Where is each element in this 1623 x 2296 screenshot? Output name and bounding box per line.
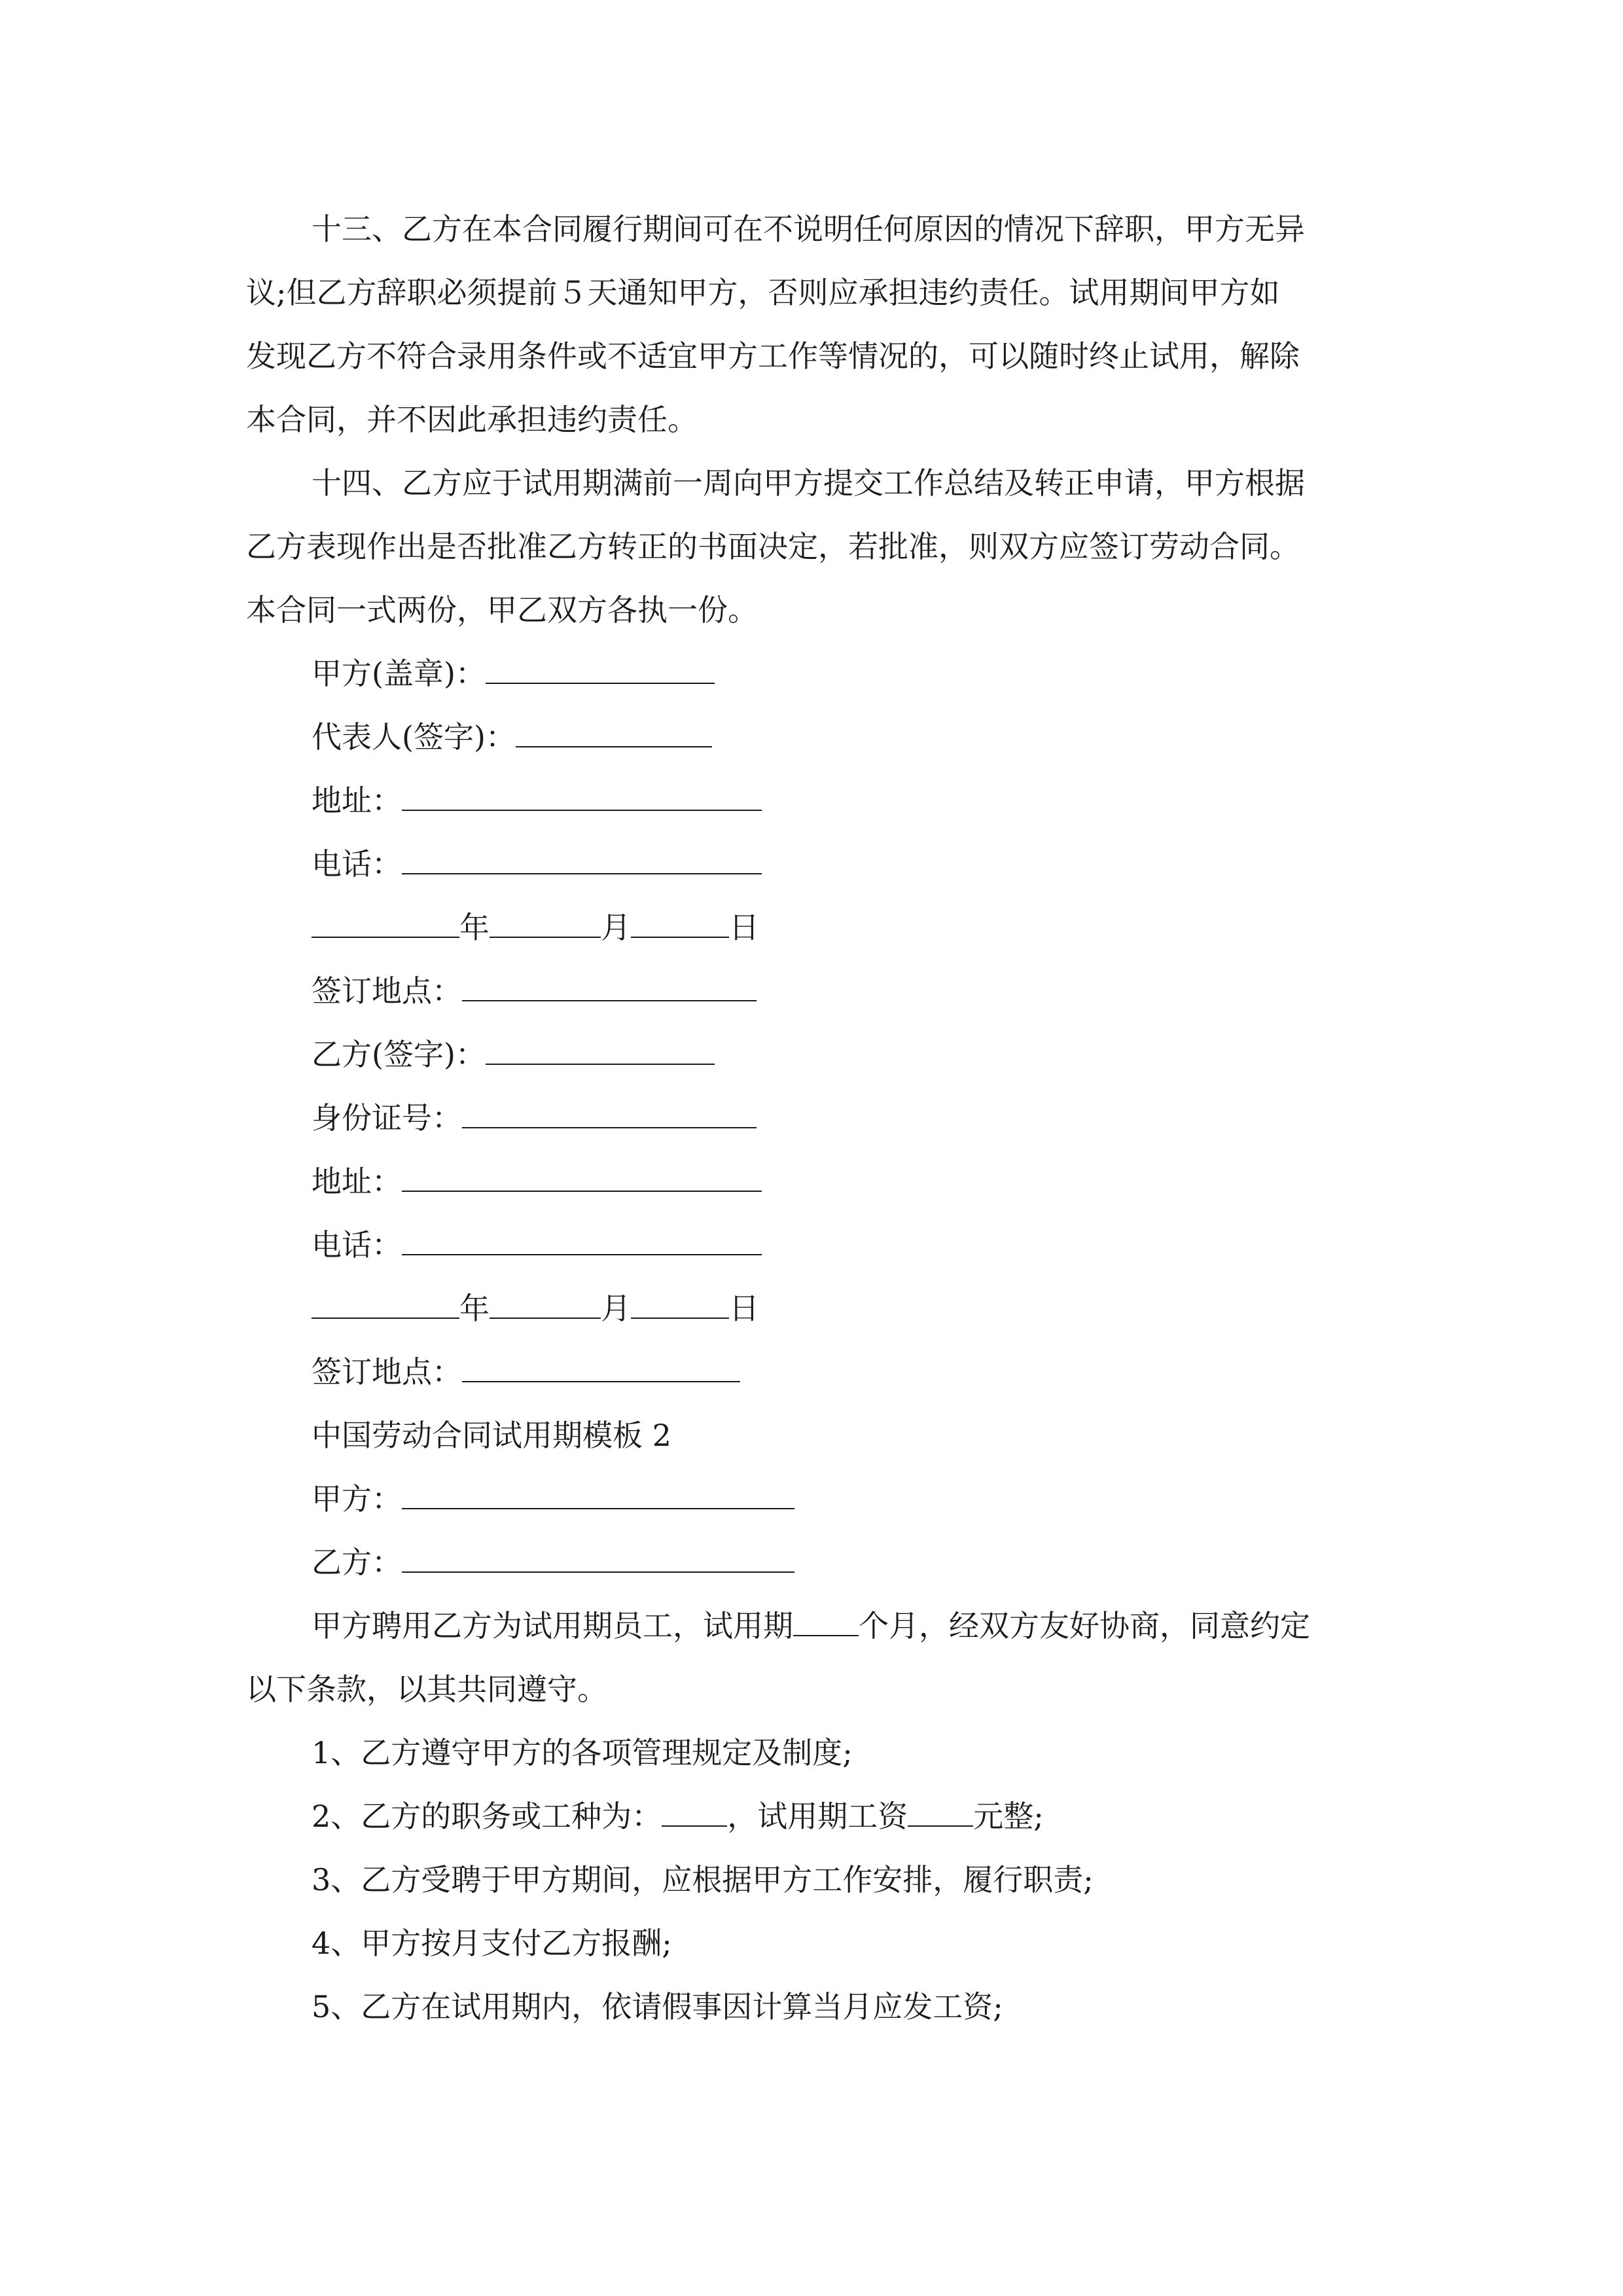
party-a-seal-label: 甲方(盖章)： xyxy=(312,656,486,691)
template-2-item-2-part-2: ，试用期工资 xyxy=(727,1799,908,1834)
party-b-date-line xyxy=(312,1277,759,1340)
party-b-sign-blank xyxy=(486,1026,715,1065)
party-a-month-blank xyxy=(490,899,601,938)
template-2-item-3: 3、乙方受聘于甲方期间，应根据甲方工作安排，履行职责; xyxy=(312,1862,1094,1897)
party-a-seal-blank xyxy=(486,645,715,684)
party-a-month-label: 月 xyxy=(601,910,631,945)
template-2-item-5: 5、乙方在试用期内，依请假事因计算当月应发工资; xyxy=(312,1989,1003,2024)
job-title-blank xyxy=(662,1791,727,1827)
party-a-phone-line xyxy=(312,833,762,896)
template-2-party-a-blank xyxy=(402,1470,794,1509)
party-a-day-label: 日 xyxy=(729,910,759,945)
template-2-item-2-part-3: 元整; xyxy=(973,1799,1044,1834)
party-a-rep-blank xyxy=(516,708,712,747)
party-b-sign-label: 乙方(签字)： xyxy=(312,1037,486,1072)
party-a-place-label: 签订地点： xyxy=(312,973,462,1009)
template-2-item-2-part-1: 2、乙方的职务或工种为： xyxy=(312,1799,662,1834)
clause-13-line-3: 发现乙方不符合录用条件或不适宜甲方工作等情况的，可以随时终止试用，解除 xyxy=(246,338,1300,374)
template-2-party-b-blank xyxy=(402,1534,794,1573)
party-a-date-line xyxy=(312,896,759,960)
party-a-year-label: 年 xyxy=(459,910,490,945)
party-b-month-label: 月 xyxy=(601,1291,631,1326)
template-2-item-4: 4、甲方按月支付乙方报酬; xyxy=(312,1926,672,1961)
party-a-phone-label: 电话： xyxy=(312,846,402,882)
party-b-address-label: 地址： xyxy=(312,1164,402,1199)
party-b-id-label: 身份证号： xyxy=(312,1100,462,1136)
party-a-seal-line xyxy=(312,642,715,706)
party-b-month-blank xyxy=(490,1280,601,1319)
party-a-rep-line xyxy=(312,706,712,769)
party-b-sign-line xyxy=(312,1023,715,1086)
party-a-place-line xyxy=(312,960,757,1023)
party-b-id-line xyxy=(312,1086,757,1150)
party-a-address-line xyxy=(312,769,762,833)
clause-13-line-2: 议;但乙方辞职必须提前５天通知甲方，否则应承担违约责任。试用期间甲方如 xyxy=(246,275,1280,310)
template-2-party-b-label: 乙方： xyxy=(312,1545,402,1580)
party-b-address-line xyxy=(312,1150,762,1213)
probation-wage-blank xyxy=(908,1791,973,1827)
template-2-party-a-label: 甲方： xyxy=(312,1481,402,1516)
template-2-intro-part-2: 个月，经双方友好协商，同意约定 xyxy=(859,1608,1310,1643)
party-b-id-blank xyxy=(462,1089,757,1128)
clause-13-line-4: 本合同，并不因此承担违约责任。 xyxy=(246,402,698,437)
template-2-item-1: 1、乙方遵守甲方的各项管理规定及制度; xyxy=(312,1735,853,1770)
clause-14-line-1: 十四、乙方应于试用期满前一周向甲方提交工作总结及转正申请，甲方根据 xyxy=(312,465,1305,501)
party-b-day-label: 日 xyxy=(729,1291,759,1326)
party-b-day-blank xyxy=(631,1280,729,1319)
party-a-address-blank xyxy=(402,772,762,811)
party-b-place-line xyxy=(312,1340,740,1404)
template-2-title: 中国劳动合同试用期模板 2 xyxy=(312,1418,671,1453)
party-a-address-label: 地址： xyxy=(312,783,402,818)
party-b-address-blank xyxy=(402,1153,762,1192)
party-b-phone-label: 电话： xyxy=(312,1227,402,1263)
template-2-party-a-line xyxy=(312,1467,794,1531)
party-a-day-blank xyxy=(631,899,729,938)
probation-months-blank xyxy=(793,1601,859,1636)
template-2-item-2 xyxy=(312,1785,1044,1848)
party-a-year-blank xyxy=(312,899,459,938)
party-b-year-label: 年 xyxy=(459,1291,490,1326)
template-2-intro-line-1 xyxy=(246,1594,1385,1658)
party-a-rep-label: 代表人(签字)： xyxy=(312,719,516,755)
party-a-place-blank xyxy=(462,962,757,1001)
party-b-place-blank xyxy=(462,1343,740,1382)
party-b-phone-line xyxy=(312,1213,762,1277)
clause-13-line-1: 十三、乙方在本合同履行期间可在不说明任何原因的情况下辞职，甲方无异 xyxy=(312,211,1305,247)
template-2-intro-line-2: 以下条款，以其共同遵守。 xyxy=(246,1672,607,1707)
party-b-year-blank xyxy=(312,1280,459,1319)
clause-14-line-2: 乙方表现作出是否批准乙方转正的书面决定，若批准，则双方应签订劳动合同。 xyxy=(246,529,1300,564)
template-2-intro-part-1: 甲方聘用乙方为试用期员工，试用期 xyxy=(312,1608,793,1643)
party-b-place-label: 签订地点： xyxy=(312,1354,462,1390)
template-2-party-b-line xyxy=(312,1531,794,1594)
party-b-phone-blank xyxy=(402,1216,762,1255)
party-a-phone-blank xyxy=(402,835,762,874)
clause-14-line-3: 本合同一式两份，甲乙双方各执一份。 xyxy=(246,592,758,628)
